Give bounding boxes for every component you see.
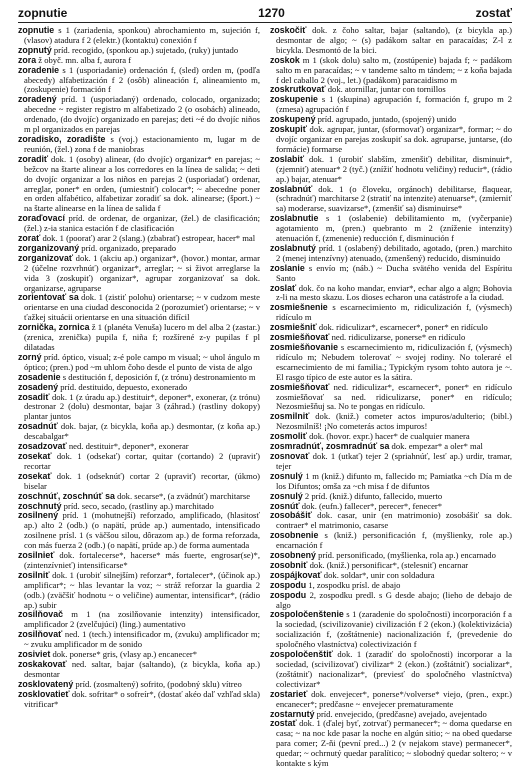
columns [18,25,513,769]
entry-definition: príd. envejecido, (predčasne) avejado, avejentado [316,708,487,719]
entry-definition: ž obyč. mn. alba f, aurora f [38,54,132,65]
entry-headword: zosadnúť [18,421,58,432]
entry-headword: zosilniť [18,569,50,580]
dictionary-entry [18,470,260,492]
dictionary-entry [270,589,513,611]
entry-headword: zoskupenie [270,94,318,105]
entry-headword: zoskrutkovať [270,84,326,95]
entry-definition: príd. agrupado, juntado, (spojený) unido [317,114,457,125]
entry-definition: dok. 1 (urobiť silnejším) reforzar*, fortalecer*, (účinok ap.) amplificar*; ~ hlas levantar la voz; ~ stráž reforzar la guardia 2 (odb.) (zväčšiť hodnotu ~ o veličine) aumentar, intensificar*, (rádio ap.) subir [24,569,260,610]
entry-headword: zorať [18,233,41,244]
entry-definition: dok. sofritar* o sofreír*, (dostať akéo daľ vzhľad skla) vitrificar* [24,688,260,709]
entry-definition: dok. 1 (odseknúť) cortar 2 (upraviť) recortar, (úkmo) biselar [24,470,260,491]
entry-headword: zosnulý [270,490,303,501]
entry-headword: zoradiť [18,153,49,164]
entry-headword: zoraďovací [18,213,65,224]
entry-headword: zosadiť [18,391,50,402]
dictionary-entry [270,649,512,690]
entry-headword: zosiviet [18,649,51,660]
entry-definition: s escarnecimiento m, ridiculización f, (výsmech) ridículo m [276,302,512,323]
entry-headword: zoskakovať [18,659,67,669]
entry-definition: dok. (hovor. expr.) hacer* de cualquier manera [309,431,470,442]
entry-headword: zopnutie [18,25,55,35]
entry-definition: 1, zospodku prísl. de abajo [308,579,401,590]
entry-definition: dok. 1 (urobiť slabším, zmenšiť) debilitar, disminuir*, (zjemniť) atenuar* 2 (tyč.) (znížiť hodnotu veličiny) reducir*, (rádio ap.) bajar, atenuar* [276,153,512,184]
entry-headword: zoradisko, zoradište [18,133,106,144]
entry-headword: zorný [18,351,42,362]
dictionary-entry [18,64,260,96]
dictionary-entry [18,569,260,611]
entry-definition: dok. 1 (z úradu ap.) destituir*, deponer*, exonerar, (z trónu) destronar 2 (dolu) desmontar, bajar 3 (záhrad.) (rastliny dokopy) plantar juntos [24,391,260,422]
dictionary-entry [270,94,512,115]
entry-definition: dok. 1 (zistiť polohu) orientarse; ~ v cudzom meste orientarse en una ciudad desconocida 2 (porozumieť) orientarse; ~ v ťažkej situácii orientarse en una situación difícil [24,292,260,323]
entry-headword: zosmiešňovanie [270,342,338,352]
entry-definition: s 1 (oslabenie) debilitamiento m, (vyčerpanie) agotamiento m, (pren.) quebranto m 2 (zníženie intenzity) atenuación f, (zmenenie) reducción f, disminución f [276,213,512,244]
entry-headword: zosilňovať [18,629,63,640]
entry-headword: zostarnutý [270,708,315,719]
entry-definition: dok. agrupar, juntar, (sformovať) organizar*, formar; ~ do dvojíc organizar en parejas zoskupiť sa dok. agruparse, juntarse, (do formácie) formarse [276,124,512,154]
entry-headword: zoslabnutý [270,242,316,253]
entry-definition: príd. seco, secado, (rastliny ap.) marchitado [63,500,214,511]
entry-headword: zoskočiť [270,25,307,35]
entry-headword: zoradený [18,94,57,105]
entry-headword: zoskupiť [270,124,307,135]
entry-headword: zospoločenštenie [270,609,344,620]
entry-definition: dok. envejecer*, ponerse*/volverse* viejo, (pren., expr.) encanecer*; predčasne ~ envejecer prematuramente [276,688,512,709]
entry-definition: príd. 1 (usporiadaný) ordenado, colocado, organizado; abecedne ~ register registro m alfabetizado 2 (o osobách) alineado, ordenado, (do dvojíc) organizado en parejas; deti ~é do dvojíc niños m pl organizados en parejas [24,94,260,135]
dictionary-entry [18,659,260,680]
entry-definition: príd. óptico, visual; z-é pole campo m visual; ~ uhol ángulo m óptico; (pren.) pod ~m uhlom čoho desde el punto de vista de algo [24,351,260,372]
entry-headword: zosnovať [270,450,310,461]
dictionary-entry [270,342,512,383]
entry-definition: príd. destituido, depuesto, exonerado [60,381,188,392]
entry-definition: s (kniž.) personificación f, (myšlienky, role ap.) encarnación f [276,530,512,551]
entry-headword: zosmoliť [270,431,307,442]
left-column [18,26,260,742]
entry-headword: zosilnieť [18,550,55,561]
entry-definition: dok. 1 (zaradiť do spoločnosti) incorporar a la sociedad, (scivilizovať) civilizar* 2 (ekon.) (zoštátniť) socializar*, (zoštátniť) nacionalizar*, (previesť do spoločného vlastníctva) colectivizar* [276,649,512,689]
dictionary-entry [270,411,512,432]
entry-definition: dok. 1 (poorať) arar 2 (slang.) (zbabrať) estropear, hacer* mal [42,233,256,244]
dictionary-entry [270,183,512,215]
entry-definition: dok. 1 (ďalej byť, zotrvať) permanecer*; ~ doma quedarse en casa; ~ na noc kde pasar la noche en algún sitio; ~ na obed quedarse para comer; Z-ňi (pevní pred...) 2 (v nejakom stave) permanecer*, quedar; ~ ochrnutý quedar paralítico; ~ slobodný quedar soltero; ~ v kontakte s kým [276,718,512,769]
entry-definition: ž 1 (planéta Venuša) lucero m del alba 2 (zastar.) (zrenica, zrenička) pupila f, niña f; rozšírené z-y pupilas f pl dilatadas [24,322,260,352]
dictionary-entry [18,550,260,571]
entry-headword: zoschnúť, zoschnúť sa [18,490,115,501]
dictionary-entry [270,54,512,86]
entry-definition: dok. ponerse* gris, (vlasy ap.) encanecer* [52,649,198,660]
entry-definition: dok. fortalecerse*, hacerse* más fuerte, engrosar(se)*, (zintenzívnieť) intensificarse* [24,550,260,570]
entry-definition: dok. casar, unir (en matrimonio) zosobášiť sa dok. contraer* el matrimonio, casarse [276,510,512,531]
entry-headword: zosnulý [270,470,303,481]
entry-headword: zosmilniť [270,411,310,422]
dictionary-entry [18,153,260,214]
entry-headword: zorganizovať [18,252,74,263]
entry-headword: zosekať [18,450,52,461]
entry-definition: dok. atornillar, juntar con tornillos [327,84,446,95]
entry-headword: zosobnenie [270,530,319,541]
entry-definition: dok. 1 (akciu ap.) organizar*, (hovor.) montar, armar 2 (účelne rozvrhnúť) organizar*, arreglar; ~ si život arreglarse la vida 3 (zoskupiť) organizar*, agrupar zorganizovať sa dok. organizarse, agruparse [24,252,260,293]
entry-definition: dok. 1 (utkať) tejer 2 (spriahnúť, lesť ap.) urdir, tramar, tejer [276,450,512,471]
dictionary-entry [270,718,512,769]
entry-definition: príd. de ordenar, de organizar, (žel.) de clasificación; (žel.) z-ia stanica estación f de clasificación [24,213,261,234]
dictionary-entry [270,688,512,710]
dictionary-entry [270,510,512,531]
entry-definition: s 1 (zariadenia, sponkou) abrochamiento m, sujeción f, (vlasov) atadura f 2 (elektr.) (kontaktu) conexión f [24,25,260,45]
dictionary-entry [18,510,261,551]
entry-definition: ned. 1 (tech.) intensificador m, (zvuku) amplificador m; ~ zvuku amplificador m de sonido [24,629,260,650]
dictionary-entry [18,133,260,155]
entry-headword: zoskupený [270,114,316,125]
dictionary-entry [270,302,512,323]
entry-definition: dok. čo na koho mandar, enviar*, echar algo a algn; Bohovia z-li na mesto skazu. Los dioses echaron una catástrofe a la ciudad. [276,282,512,303]
dictionary-entry [18,322,260,353]
entry-definition: dok. bajar, (z bicykla, koňa ap.) desmontar, (z koňa ap.) descabalgar* [24,421,261,442]
entry-headword: zosmiešňovať [270,332,330,343]
entry-definition: príd. organizado, preparado [81,242,177,253]
entry-definition: dok. secarse*, (a zvädnúť) marchitarse [117,490,251,501]
entry-headword: zosilňovač [18,609,63,620]
entry-headword: zospodu [270,579,307,590]
entry-definition: s 1 (usporiadanie) ordenación f, (sled) orden m, (podľa abecedy) alfabetización f 2 (osôb) alineación f, alineamiento m, (zoskupenie) formación f [24,64,260,95]
entry-definition: ned. ridiculizar*, escarnecer*, poner* en ridículo zosmiešňovať sa ned. ridiculizarse, poner* en ridículo; Nezosmiešňuj sa. No te pongas en ridículo. [276,381,512,412]
entry-definition: ned. ridiculizarse, ponerse* en ridículo [331,332,466,343]
entry-headword: zosobášiť [270,510,312,521]
entry-headword: zoslať [270,282,297,293]
dictionary-entry [270,381,512,413]
entry-headword: zosekať [18,470,52,481]
dictionary-entry [18,25,260,46]
entry-headword: zoslabnúť [270,183,313,194]
dictionary-entry [18,391,260,423]
dictionary-entry [18,213,261,234]
entry-definition: dok. 1 (o človeku, orgánoch) debilitarse, flaquear, (schradnúť) marchitarse 2 (stratiť na intenzite) atenuarse*, (zmierniť sa) moderarse, suavizarse*, (zmenšiť sa) disminuirse* [276,183,512,214]
entry-definition: s envío m; (náb.) ~ Ducha svätého venida del Espíritu Santo [276,262,512,283]
entry-definition: príd. personificado, (myšlienka, rola ap.) encarnado [318,550,496,561]
dictionary-entry [18,421,261,442]
dictionary-entry [270,242,512,264]
entry-headword: zopnutý [18,44,52,55]
right-guide-word: zostať [475,6,512,20]
dictionary-entry [270,25,512,56]
entry-headword: zoslabnutie [270,213,319,224]
entry-definition: s 1 (zaradenie do spoločnosti) incorporación f a la sociedad, (scivilizovanie) civilización f 2 (ekon.) (kolektivizácia) socialización f, (zoštátnenie) nacionalización f, (prevedenie do spoločného vlastníctva) colectivización f [276,609,512,650]
dictionary-entry [270,213,512,244]
right-column [270,25,513,769]
entry-definition: príd. recogido, (sponkou ap.) sujetado, (ruky) juntado [53,44,239,55]
dictionary-entry [270,153,512,185]
dictionary-entry [270,124,512,155]
dictionary-entry [18,252,260,294]
dictionary-entry [18,351,260,373]
entry-definition: dok. 1 (odsekať) cortar, quitar (cortando) 2 (upraviť) recortar [24,450,260,471]
page-number: 1270 [258,6,285,20]
page-header [18,6,512,23]
entry-definition: s destitución f, deposición f, (z trónu) destronamiento m [62,371,256,382]
dictionary-entry [270,450,512,472]
entry-headword: zoskok [270,54,300,65]
entry-headword: zosklovatieť [18,688,70,699]
dictionary-entry [18,292,260,323]
dictionary-entry [18,609,260,630]
dictionary-entry [18,688,260,710]
entry-headword: zornička, zornica [18,322,90,333]
entry-definition: dok. soldar*, unir con soldadura [323,569,435,580]
dictionary-entry [270,282,512,304]
entry-headword: zoradenie [18,64,60,75]
entry-headword: zosmiešniť [270,322,317,333]
entry-definition: dok. z čoho saltar, bajar (saltando), (z bicykla ap.) desmontar de algo; ~ (s) padákom saltar en paracaídas; Z-l z bicykla. Desmontó de la bici. [276,25,512,55]
entry-headword: zosnúť [270,500,300,511]
dictionary-entry [270,262,512,284]
entry-definition: ned. destituir*, deponer*, exonerar [68,441,189,452]
entry-definition: 1 m (kniž.) difunto m, fallecido m; Pamiatka ~ch Día m de los Difuntos; omša za ~ch misa f de difuntos [276,470,512,491]
entry-headword: zosadenie [18,371,61,382]
entry-headword: zospoločenštiť [270,649,333,660]
entry-definition: dok. empezar* a oler* mal [391,441,483,452]
entry-definition: príd. 1 (oslabený) debilitado, agotado, (pren.) marchito 2 (menej intenzívny) atenuado, (zmenšený) reducido, disminuido [276,242,512,263]
entry-definition: dok. 1 (osoby) alinear, (do dvojíc) organizar* en parejas; ~ bežcov na štarte alinear a los corredores en la línea de salida; ~ deti do dvojíc organizar a los niños en parejas 2 (usporiadať) ordenar, arreglar, poner* en orden, (umiestniť) colocar*; ~ abecedne poner en orden alfabético, alfabetizar zoradiť sa dok. alinearse; (šport.) ~ na štarte alinearse en la línea de salida f [24,153,260,214]
dictionary-entry [270,609,512,650]
entry-definition: príd. 1 (mohutnejší) reforzado, amplificado, (hlasitosť ap.) alto 2 (odb.) (o napätí, prúde ap.) aumentado, intensificado zosilnene prísl. 1 (s väčšou silou, dôrazom ap.) de forma reforzada, con más fuerza 2 (odb.) (o napätí, prúde ap.) de forma aumentada [24,510,261,551]
entry-headword: zoslabiť [270,153,305,164]
entry-headword: zosmiešnenie [270,302,328,313]
entry-definition: dok. (kniž.) personificar*, (stelesniť) encarnar [309,559,469,570]
entry-headword: zosobniť [270,559,308,570]
entry-definition: ned. saltar, bajar (saltando), (z bicykla, koňa ap.) desmontar [24,659,260,679]
entry-headword: zospodu [270,589,307,600]
dictionary-entry [18,450,260,472]
entry-headword: zosilnený [18,510,59,521]
entry-definition: s 1 (skupina) agrupación f, formación f, grupo m 2 (zmesa) agrupación f [276,94,512,115]
entry-definition: m 1 (na zosilňovanie intenzity) intensificador, amplificador 2 (zvelčujúci) (ling.) aumentativo [24,609,260,630]
entry-headword: zostarieť [270,688,308,699]
entry-definition: s escarnecimiento m, ridiculización f, (výsmech) ridículo m; Nebudem tolerovať ~ svojej rodiny. No toleraré el escarnecimiento de mi familia.; Typickým rysom tohto autora je ~. El rasgo típico de este autor es la sátira. [276,342,512,382]
entry-headword: zorganizovaný [18,242,80,253]
entry-definition: dok. (kniž.) cometer actos impuros/adulterio; (bibl.) Nezosmilníš! ¡No cometerás actos impuros! [276,411,512,432]
left-guide-word: zopnutie [18,6,68,20]
dictionary-entry [18,629,260,650]
entry-headword: zosadzovať [18,441,67,452]
entry-headword: zorientovať sa [18,292,79,303]
entry-headword: zora [18,54,37,65]
dictionary-entry [18,94,260,135]
entry-headword: zostať [270,718,297,729]
entry-definition: príd. (zosmaltený) sofrito, (podobný sklu) vítreo [75,678,242,689]
entry-headword: zoschnutý [18,500,62,511]
entry-definition: 2, zospodku predl. s G desde abajo; (lieho de debajo de algo [276,589,513,610]
entry-definition: 2 príd. (kniž.) difunto, fallecido, muerto [304,490,443,501]
entry-definition: dok. ridiculizar*, escarnecer*, poner* en ridículo [318,322,488,333]
entry-headword: zosobnený [270,550,316,561]
entry-definition: dok. (eufn.) fallecer*, perecer*, fenecer* [301,500,443,511]
entry-headword: zosklovatený [18,678,74,689]
dictionary-entry [270,530,512,551]
entry-headword: zospájkovať [270,569,322,580]
entry-headword: zosadený [18,381,59,392]
entry-definition: m 1 (skok dolu) salto m, (zostúpenie) bajada f; ~ padákom salto m en paracaídas; ~ v tandeme salto m tándem; ~ z koňa bajada f del caballo 2 (voj., let.) (padákom) paracaidismo m [276,54,512,85]
entry-headword: zoslanie [270,262,305,273]
entry-definition: s (voj.) estacionamiento m, lugar m de reunión, (žel.) zona f de maniobras [24,133,260,154]
entry-headword: zosmiešňovať [270,381,330,392]
entry-headword: zosmradnúť, zosmradnúť sa [270,441,390,452]
dictionary-entry [270,470,512,492]
